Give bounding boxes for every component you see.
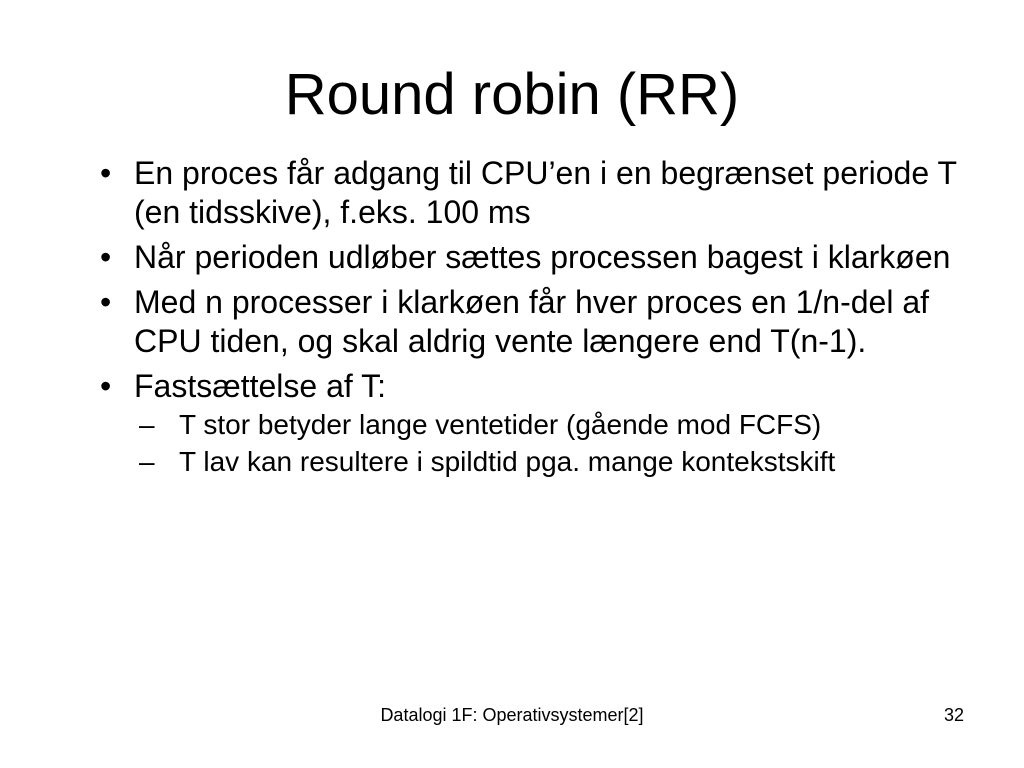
- bullet-text: Fastsættelse af T:: [134, 368, 386, 404]
- bullet-mark: •: [100, 368, 112, 404]
- bullet-text: En proces får adgang til CPU’en i en begrænset periode T (en tidsskive), f.eks. 100 ms: [134, 155, 957, 230]
- bullet-text: Når perioden udløber sættes processen bagest i klarkøen: [134, 239, 951, 275]
- bullet-mark: •: [100, 155, 112, 191]
- sub-bullet-item: [134, 408, 976, 441]
- slide-title: Round robin (RR): [284, 62, 740, 127]
- dash-mark: –: [139, 446, 155, 477]
- dash-mark: –: [139, 409, 155, 440]
- sub-bullet-list: [134, 408, 976, 478]
- footer-text: Datalogi 1F: Operativsystemer[2]: [380, 705, 644, 725]
- bullet-list: [96, 154, 976, 478]
- bullet-item: [96, 154, 976, 232]
- slide-content: [96, 154, 976, 484]
- bullet-item: [96, 283, 976, 361]
- bullet-item: [96, 367, 976, 478]
- bullet-item: [96, 238, 976, 277]
- bullet-text: Med n processer i klarkøen får hver proces en 1/n-del af CPU tiden, og skal aldrig vente længere end T(n-1).: [134, 284, 930, 359]
- bullet-mark: •: [100, 239, 112, 275]
- page-number: 32: [943, 705, 964, 725]
- sub-bullet-text: T lav kan resultere i spildtid pga. mange kontekstskift: [179, 446, 836, 477]
- sub-bullet-text: T stor betyder lange ventetider (gående mod FCFS): [179, 409, 822, 440]
- sub-bullet-item: [134, 445, 976, 478]
- bullet-mark: •: [100, 284, 112, 320]
